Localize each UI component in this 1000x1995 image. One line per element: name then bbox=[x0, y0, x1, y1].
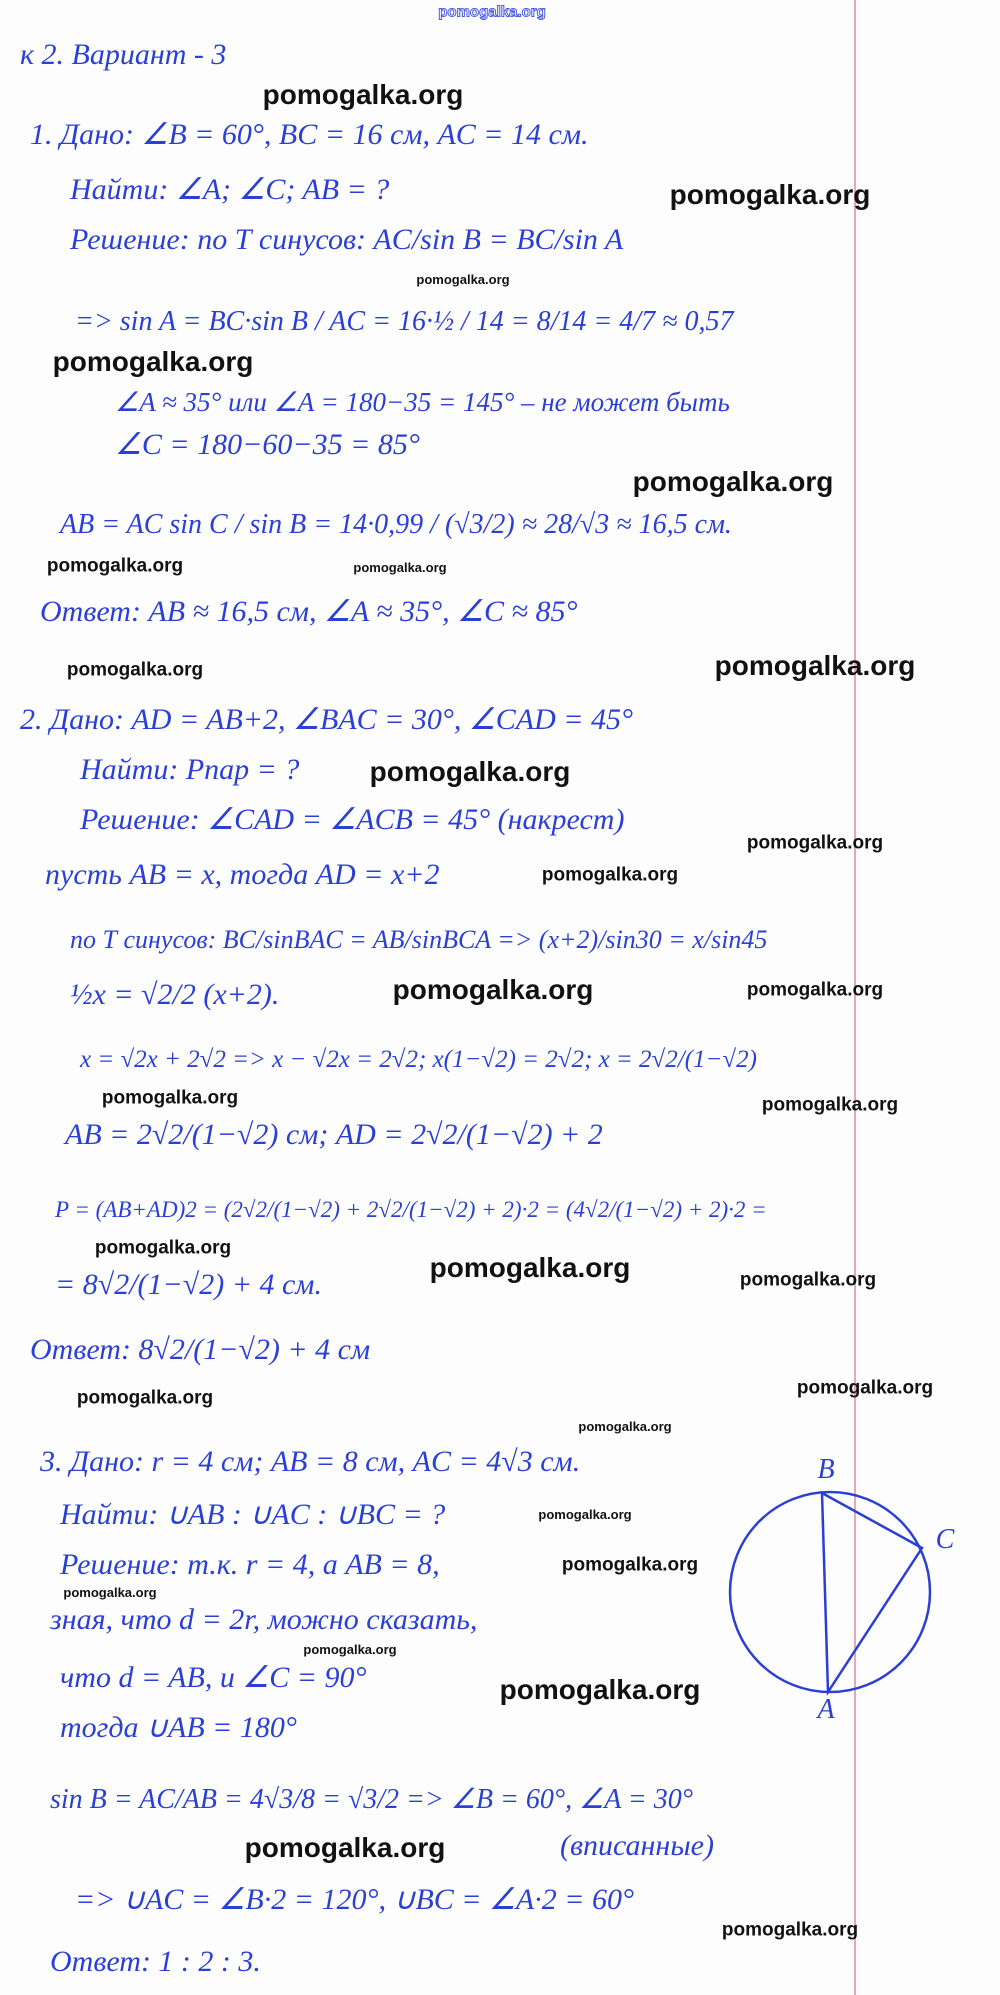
watermark: pomogalka.org bbox=[721, 1919, 859, 1941]
point-A-label: A bbox=[817, 1694, 835, 1725]
problem3-solution: Решение: т.к. r = 4, а AB = 8, bbox=[60, 1548, 440, 1581]
watermark: pomogalka.org bbox=[429, 1252, 631, 1283]
problem3-right-angle: что d = AB, и ∠C = 90° bbox=[60, 1661, 367, 1694]
watermark: pomogalka.org bbox=[76, 1387, 214, 1409]
watermark: pomogalka.org bbox=[369, 756, 571, 787]
problem2-let: пусть AB = x, тогда AD = x+2 bbox=[45, 858, 440, 891]
watermark: pomogalka.org bbox=[46, 555, 184, 577]
problem2-perimeter-result: = 8√2/(1−√2) + 4 см. bbox=[55, 1268, 322, 1301]
watermark: pomogalka.org bbox=[262, 79, 464, 110]
problem3-arcAB: тогда ∪AB = 180° bbox=[60, 1711, 297, 1744]
problem2-equation: ½x = √2/2 (x+2). bbox=[70, 978, 280, 1011]
problem1-given: 1. Дано: ∠B = 60°, BC = 16 см, AC = 14 см. bbox=[30, 118, 589, 151]
problem1-angleC: ∠C = 180−60−35 = 85° bbox=[115, 428, 420, 461]
point-B-label: B bbox=[817, 1454, 835, 1485]
watermark: pomogalka.org bbox=[632, 466, 834, 497]
watermark: pomogalka.org bbox=[416, 272, 510, 287]
problem1-find: Найти: ∠A; ∠C; AB = ? bbox=[70, 173, 390, 206]
problem2-sine-law: по Т синусов: BC/sinBAC = AB/sinBCA => (x+2)/sin30 = x/sin45 bbox=[70, 925, 768, 954]
watermark: pomogalka.org bbox=[541, 864, 679, 886]
problem3-given: 3. Дано: r = 4 см; AB = 8 см, AC = 4√3 см. bbox=[40, 1445, 581, 1478]
watermark: pomogalka.org bbox=[66, 659, 204, 681]
watermark: pomogalka.org bbox=[94, 1237, 232, 1259]
problem1-answer: Ответ: AB ≈ 16,5 см, ∠A ≈ 35°, ∠C ≈ 85° bbox=[40, 595, 578, 628]
watermark: pomogalka.org bbox=[796, 1377, 934, 1399]
watermark: pomogalka.org bbox=[353, 560, 447, 575]
problem2-sides: AB = 2√2/(1−√2) см; AD = 2√2/(1−√2) + 2 bbox=[65, 1118, 603, 1151]
problem2-given: 2. Дано: AD = AB+2, ∠BAC = 30°, ∠CAD = 45° bbox=[20, 703, 633, 736]
problem1-AB: AB = AC sin C / sin B = 14·0,99 / (√3/2) ≈ 28/√3 ≈ 16,5 см. bbox=[60, 509, 732, 540]
watermark: pomogalka.org bbox=[739, 1269, 877, 1291]
watermark: pomogalka.org bbox=[101, 1087, 239, 1109]
problem2-solve-x: x = √2x + 2√2 => x − √2x = 2√2; x(1−√2) = 2√2; x = 2√2/(1−√2) bbox=[80, 1046, 757, 1073]
watermark: pomogalka.org bbox=[303, 1642, 397, 1657]
problem2-find: Найти: Pпар = ? bbox=[80, 753, 300, 786]
watermark: pomogalka.org bbox=[63, 1585, 157, 1600]
header-watermark: pomogalka.org bbox=[438, 3, 546, 21]
problem1-sinA: => sin A = BC·sin B / AC = 16·½ / 14 = 8/14 = 4/7 ≈ 0,57 bbox=[75, 306, 734, 337]
problem3-find: Найти: ∪AB : ∪AC : ∪BC = ? bbox=[60, 1498, 446, 1531]
problem1-angleA: ∠A ≈ 35° или ∠A = 180−35 = 145° – не может быть bbox=[115, 387, 730, 417]
problem2-solution: Решение: ∠CAD = ∠ACB = 45° (накрест) bbox=[80, 803, 625, 836]
watermark: pomogalka.org bbox=[669, 179, 871, 210]
problem3-inscribed-note: (вписанные) bbox=[560, 1829, 714, 1862]
watermark: pomogalka.org bbox=[538, 1507, 632, 1522]
inscribed-triangle bbox=[822, 1493, 922, 1692]
watermark: pomogalka.org bbox=[561, 1554, 699, 1576]
watermark: pomogalka.org bbox=[499, 1674, 701, 1705]
problem2-perimeter: P = (AB+AD)2 = (2√2/(1−√2) + 2√2/(1−√2) + 2)·2 = (4√2/(1−√2) + 2)·2 = bbox=[55, 1197, 767, 1222]
heading-variant: к 2. Вариант - 3 bbox=[20, 38, 227, 71]
watermark: pomogalka.org bbox=[714, 650, 916, 681]
circle bbox=[730, 1492, 930, 1692]
watermark: pomogalka.org bbox=[392, 974, 594, 1005]
problem3-answer: Ответ: 1 : 2 : 3. bbox=[50, 1945, 261, 1978]
point-C-label: C bbox=[935, 1524, 955, 1555]
problem1-solution: Решение: по Т синусов: AC/sin B = BC/sin A bbox=[70, 223, 624, 256]
watermark: pomogalka.org bbox=[52, 346, 254, 377]
problem2-answer: Ответ: 8√2/(1−√2) + 4 см bbox=[30, 1333, 371, 1366]
problem3-diameter: зная, что d = 2r, можно сказать, bbox=[50, 1603, 478, 1636]
watermark: pomogalka.org bbox=[746, 979, 884, 1001]
watermark: pomogalka.org bbox=[761, 1094, 899, 1116]
problem3-arcs: => ∪AC = ∠B·2 = 120°, ∪BC = ∠A·2 = 60° bbox=[75, 1883, 634, 1916]
problem3-sinB: sin B = AC/AB = 4√3/8 = √3/2 => ∠B = 60°, ∠A = 30° bbox=[50, 1784, 693, 1815]
watermark: pomogalka.org bbox=[746, 832, 884, 854]
watermark: pomogalka.org bbox=[578, 1419, 672, 1434]
watermark: pomogalka.org bbox=[244, 1832, 446, 1863]
